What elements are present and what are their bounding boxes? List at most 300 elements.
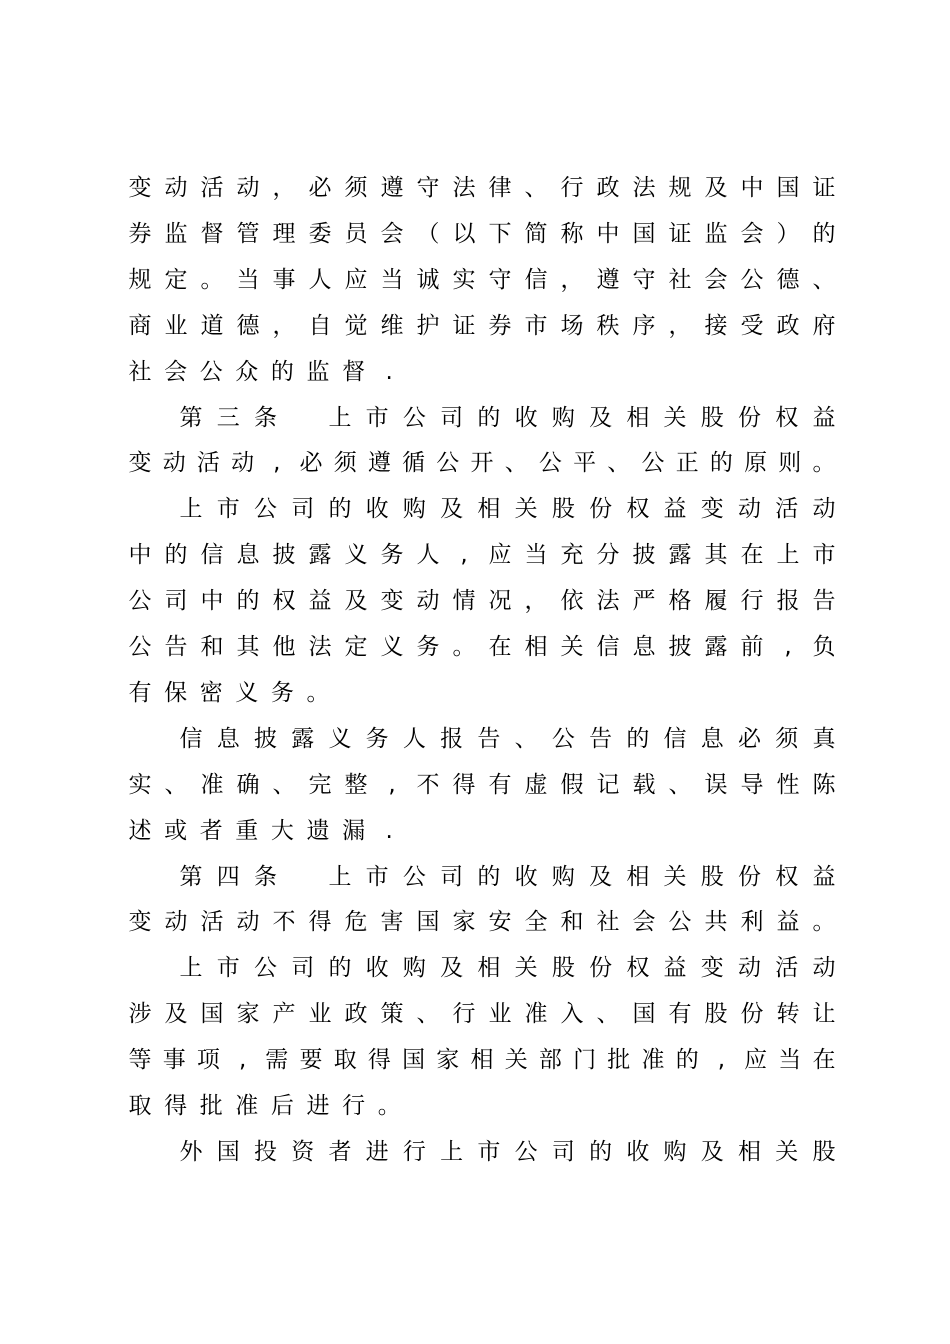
text-glyph: 披 — [668, 634, 692, 660]
text-glyph: 息 — [216, 725, 240, 752]
text-glyph: 的 — [477, 404, 501, 431]
text-glyph: 、 — [596, 1001, 620, 1028]
text-glyph: 监 — [306, 358, 330, 385]
text-glyph: 动 — [164, 909, 188, 936]
text-glyph: 关 — [663, 404, 687, 431]
text-glyph: 司 — [440, 404, 464, 431]
text-glyph: ， — [272, 312, 296, 339]
text-glyph: 及 — [589, 404, 613, 431]
text-glyph: 公 — [538, 450, 562, 477]
text-line — [0, 581, 950, 621]
text-glyph: 得 — [367, 1047, 391, 1074]
text-glyph: 市 — [365, 863, 389, 890]
text-glyph: 和 — [200, 634, 224, 660]
text-glyph: 策 — [380, 1001, 404, 1028]
text-glyph: 的 — [328, 496, 352, 523]
text-glyph: 格 — [668, 588, 692, 615]
text-glyph: 收 — [514, 404, 538, 431]
text-glyph: 行 — [402, 1138, 426, 1165]
text-glyph: 家 — [452, 909, 476, 936]
text-glyph: 权 — [272, 588, 296, 615]
text-glyph: 相 — [626, 863, 650, 890]
text-line — [0, 443, 950, 483]
text-glyph: 秩 — [596, 312, 620, 339]
text-glyph: 转 — [776, 1001, 800, 1028]
text-glyph: 市 — [216, 955, 240, 982]
text-glyph: 业 — [308, 1001, 332, 1028]
text-glyph: 、 — [514, 725, 538, 752]
text-glyph: 诚 — [416, 266, 440, 293]
text-glyph: 国 — [632, 220, 656, 247]
text-glyph: 。 — [377, 1093, 401, 1119]
text-glyph: 准 — [524, 1001, 548, 1028]
text-glyph: 人 — [308, 266, 332, 293]
text-glyph: 社 — [128, 358, 152, 385]
text-glyph: 市 — [477, 1138, 501, 1165]
text-glyph: 社 — [596, 909, 620, 936]
text-glyph: 公 — [128, 634, 152, 660]
text-glyph: 动 — [164, 175, 188, 201]
text-glyph: 的 — [236, 588, 260, 615]
text-glyph: 上 — [440, 1138, 464, 1165]
text-glyph: 遵 — [380, 175, 404, 201]
text-glyph: 权 — [626, 496, 650, 523]
text-glyph: 进 — [365, 1138, 389, 1165]
text-glyph: 益 — [663, 496, 687, 523]
text-glyph: 第 — [179, 863, 203, 890]
text-glyph: 共 — [704, 909, 728, 936]
text-glyph: 义 — [328, 725, 352, 752]
text-glyph: 不 — [416, 771, 440, 798]
text-glyph: 必 — [738, 725, 762, 752]
text-glyph: 商 — [128, 312, 152, 339]
text-glyph: 法 — [452, 175, 476, 201]
text-glyph: 、 — [416, 1001, 440, 1028]
text-glyph: 动 — [812, 955, 836, 982]
text-glyph: 下 — [488, 220, 512, 247]
text-glyph: 动 — [162, 450, 186, 477]
text-glyph: 其 — [704, 542, 728, 569]
text-glyph: 准 — [641, 1047, 665, 1074]
text-glyph: 德 — [236, 312, 260, 339]
text-glyph: 国 — [632, 1001, 656, 1028]
text-glyph: 动 — [812, 496, 836, 523]
text-line — [0, 811, 950, 851]
text-glyph: 告 — [812, 588, 836, 615]
text-glyph: 自 — [308, 312, 332, 339]
text-glyph: 相 — [524, 634, 548, 660]
text-glyph: 完 — [308, 771, 332, 798]
text-glyph: 证 — [812, 175, 836, 201]
text-glyph: 国 — [402, 1047, 426, 1074]
text-glyph: 息 — [700, 725, 724, 752]
text-glyph: 当 — [778, 1047, 802, 1074]
text-glyph: 及 — [440, 955, 464, 982]
text-glyph: 觉 — [344, 312, 368, 339]
text-glyph: 的 — [270, 358, 294, 385]
text-glyph: 条 — [253, 863, 277, 890]
text-line — [0, 994, 950, 1034]
text-glyph: 务 — [416, 634, 440, 660]
text-glyph: 证 — [452, 312, 476, 339]
text-glyph: . — [385, 358, 393, 385]
text-glyph: 应 — [488, 542, 512, 569]
text-glyph: 遵 — [367, 450, 391, 477]
text-glyph: 三 — [216, 404, 240, 431]
text-glyph: （ — [416, 220, 440, 247]
text-glyph: 在 — [812, 1047, 836, 1074]
text-glyph: 利 — [740, 909, 764, 936]
text-glyph: 需 — [265, 1047, 289, 1074]
text-glyph: 收 — [365, 496, 389, 523]
text-glyph: 德 — [776, 266, 800, 293]
text-glyph: 务 — [380, 542, 404, 569]
text-glyph: 的 — [812, 220, 836, 247]
text-glyph: 中 — [596, 220, 620, 247]
text-glyph: 开 — [470, 450, 494, 477]
text-glyph: 、 — [272, 771, 296, 798]
text-line — [0, 627, 950, 667]
text-glyph: 外 — [179, 1138, 203, 1165]
text-glyph: 家 — [436, 1047, 460, 1074]
text-glyph: 漏 — [342, 817, 366, 844]
text-glyph: 益 — [663, 955, 687, 982]
text-glyph: 券 — [488, 312, 512, 339]
text-glyph: 他 — [272, 634, 296, 660]
text-glyph: 政 — [344, 1001, 368, 1028]
text-glyph: 守 — [488, 266, 512, 293]
text-glyph: 批 — [199, 1093, 223, 1119]
text-glyph: 动 — [231, 450, 255, 477]
text-glyph: 购 — [663, 1138, 687, 1165]
text-glyph: 义 — [235, 679, 259, 706]
text-glyph: 法 — [308, 634, 332, 660]
text-glyph: 公 — [641, 450, 665, 477]
text-glyph: 当 — [236, 266, 260, 293]
text-line — [0, 719, 950, 759]
text-glyph: 公 — [740, 266, 764, 293]
text-glyph: 或 — [164, 817, 188, 844]
text-glyph: 益 — [776, 909, 800, 936]
text-glyph: 入 — [560, 1001, 584, 1028]
text-glyph: 简 — [524, 220, 548, 247]
text-glyph: 关 — [775, 1138, 799, 1165]
text-glyph: 信 — [200, 542, 224, 569]
text-glyph: 业 — [164, 312, 188, 339]
text-glyph: 进 — [306, 1093, 330, 1119]
text-glyph: 等 — [128, 1047, 152, 1074]
text-glyph: 公 — [253, 955, 277, 982]
text-glyph: 须 — [775, 725, 799, 752]
text-glyph: 性 — [776, 771, 800, 798]
text-glyph: 信 — [179, 725, 203, 752]
text-glyph: 有 — [488, 771, 512, 798]
text-glyph: 。 — [306, 679, 330, 706]
text-glyph: 会 — [740, 220, 764, 247]
text-glyph: 及 — [704, 175, 728, 201]
text-glyph: 国 — [776, 175, 800, 201]
text-glyph: , — [238, 1047, 247, 1074]
text-line — [0, 352, 950, 392]
text-glyph: 有 — [128, 679, 152, 706]
text-glyph: 涉 — [128, 1001, 152, 1028]
text-glyph: 关 — [560, 634, 584, 660]
text-glyph: 记 — [596, 771, 620, 798]
text-glyph: ， — [560, 266, 584, 293]
text-line — [0, 857, 950, 897]
text-glyph: 取 — [333, 1047, 357, 1074]
text-line — [0, 765, 950, 805]
text-glyph: 变 — [128, 450, 152, 477]
text-glyph: 活 — [775, 955, 799, 982]
text-glyph: 会 — [632, 909, 656, 936]
text-glyph: 的 — [709, 450, 733, 477]
text-glyph: 循 — [402, 450, 426, 477]
text-glyph: 相 — [477, 496, 501, 523]
text-glyph: 股 — [700, 404, 724, 431]
text-glyph: 应 — [744, 1047, 768, 1074]
text-glyph: , — [717, 1047, 726, 1074]
text-glyph: 当 — [524, 542, 548, 569]
text-glyph: 批 — [607, 1047, 631, 1074]
text-glyph: 道 — [200, 312, 224, 339]
text-glyph: 大 — [270, 817, 294, 844]
text-glyph: 。 — [812, 909, 836, 936]
text-glyph: 收 — [365, 955, 389, 982]
text-glyph: 及 — [589, 863, 613, 890]
text-glyph: 前 — [740, 634, 764, 660]
text-glyph: 守 — [632, 266, 656, 293]
text-glyph: 业 — [488, 1001, 512, 1028]
text-glyph: 披 — [253, 725, 277, 752]
text-glyph: 取 — [128, 1093, 152, 1119]
text-glyph: 动 — [416, 588, 440, 615]
text-glyph: 证 — [668, 220, 692, 247]
text-glyph: 人 — [416, 542, 440, 569]
text-glyph — [288, 398, 318, 438]
text-line — [0, 535, 950, 575]
text-glyph: ） — [776, 220, 800, 247]
text-glyph — [288, 857, 318, 897]
text-glyph: 应 — [344, 266, 368, 293]
text-glyph: 、 — [607, 450, 631, 477]
text-glyph: 的 — [477, 863, 501, 890]
text-glyph: 息 — [236, 542, 260, 569]
text-glyph: 社 — [668, 266, 692, 293]
text-glyph: 关 — [514, 496, 538, 523]
text-glyph: 会 — [164, 358, 188, 385]
text-glyph: 义 — [380, 634, 404, 660]
text-glyph: 务 — [365, 725, 389, 752]
text-line — [0, 948, 950, 988]
text-glyph: 会 — [380, 220, 404, 247]
text-glyph: 的 — [164, 542, 188, 569]
text-line — [0, 902, 950, 942]
text-glyph: 动 — [738, 496, 762, 523]
text-glyph: 其 — [236, 634, 260, 660]
text-glyph: 则 — [778, 450, 802, 477]
text-glyph: 守 — [416, 175, 440, 201]
text-glyph: 司 — [164, 588, 188, 615]
text-glyph: 披 — [632, 542, 656, 569]
text-glyph: 序 — [632, 312, 656, 339]
text-glyph: 的 — [589, 1138, 613, 1165]
text-glyph: 公 — [551, 725, 575, 752]
text-glyph: 规 — [668, 175, 692, 201]
text-glyph: ， — [272, 175, 296, 201]
text-glyph: 接 — [704, 312, 728, 339]
text-glyph: 份 — [740, 1001, 764, 1028]
text-glyph: 上 — [179, 955, 203, 982]
text-glyph: 和 — [560, 909, 584, 936]
text-glyph: 门 — [573, 1047, 597, 1074]
text-glyph: 公 — [253, 496, 277, 523]
text-glyph: 收 — [626, 1138, 650, 1165]
text-glyph: 得 — [164, 1093, 188, 1119]
text-glyph: 正 — [675, 450, 699, 477]
text-glyph: 行 — [342, 1093, 366, 1119]
text-glyph: 危 — [344, 909, 368, 936]
text-glyph: 述 — [128, 817, 152, 844]
text-glyph: 以 — [452, 220, 476, 247]
text-glyph: 府 — [812, 312, 836, 339]
text-glyph: 管 — [236, 220, 260, 247]
text-glyph: 券 — [128, 220, 152, 247]
text-line — [0, 1132, 950, 1172]
text-glyph: 露 — [308, 542, 332, 569]
text-glyph: 活 — [200, 909, 224, 936]
text-glyph: 事 — [272, 266, 296, 293]
text-line — [0, 306, 950, 346]
text-glyph: 称 — [560, 220, 584, 247]
text-glyph: 后 — [270, 1093, 294, 1119]
text-glyph: 中 — [740, 175, 764, 201]
text-glyph: 规 — [128, 266, 152, 293]
text-glyph: 资 — [291, 1138, 315, 1165]
text-glyph: , — [273, 450, 281, 477]
text-glyph: 四 — [216, 863, 240, 890]
text-glyph: 产 — [272, 1001, 296, 1028]
text-glyph: 假 — [560, 771, 584, 798]
text-glyph: 露 — [668, 542, 692, 569]
text-glyph: 份 — [738, 863, 762, 890]
text-glyph: 者 — [328, 1138, 352, 1165]
text-glyph: 律 — [488, 175, 512, 201]
text-glyph: 准 — [235, 1093, 259, 1119]
text-glyph: 动 — [236, 175, 260, 201]
text-glyph: 司 — [291, 496, 315, 523]
text-glyph: 露 — [291, 725, 315, 752]
text-glyph: 相 — [477, 955, 501, 982]
text-line — [0, 1040, 950, 1080]
text-glyph: 市 — [365, 404, 389, 431]
text-glyph: 国 — [200, 1001, 224, 1028]
text-glyph: 、 — [524, 175, 548, 201]
text-glyph: 公 — [128, 588, 152, 615]
text-glyph: 遗 — [306, 817, 330, 844]
text-glyph: 相 — [738, 1138, 762, 1165]
text-glyph: 确 — [236, 771, 260, 798]
text-glyph: 公 — [436, 450, 460, 477]
text-glyph: 份 — [738, 404, 762, 431]
text-glyph: 准 — [200, 771, 224, 798]
text-glyph: 信 — [524, 266, 548, 293]
text-glyph: 义 — [344, 542, 368, 569]
text-glyph: 市 — [524, 312, 548, 339]
text-glyph: 购 — [402, 955, 426, 982]
text-glyph: 在 — [488, 634, 512, 660]
text-glyph: 关 — [514, 955, 538, 982]
text-glyph: 理 — [272, 220, 296, 247]
text-glyph: 。 — [812, 450, 836, 477]
text-glyph: 上 — [328, 863, 352, 890]
text-glyph: 上 — [179, 496, 203, 523]
text-glyph: 督 — [200, 220, 224, 247]
text-glyph: 当 — [380, 266, 404, 293]
text-glyph: 国 — [416, 909, 440, 936]
text-glyph: 项 — [196, 1047, 220, 1074]
text-glyph: 市 — [812, 542, 836, 569]
text-glyph: 变 — [380, 588, 404, 615]
text-glyph: 监 — [164, 220, 188, 247]
text-glyph: 部 — [538, 1047, 562, 1074]
text-glyph: 原 — [744, 450, 768, 477]
text-glyph: 、 — [668, 771, 692, 798]
text-glyph: 及 — [700, 1138, 724, 1165]
text-glyph: 须 — [344, 175, 368, 201]
text-line — [0, 489, 950, 529]
text-glyph: 、 — [504, 450, 528, 477]
text-glyph: 披 — [272, 542, 296, 569]
text-glyph: 须 — [333, 450, 357, 477]
text-glyph: 动 — [236, 909, 260, 936]
text-line — [0, 168, 950, 208]
text-glyph: 必 — [299, 450, 323, 477]
text-glyph: , — [388, 771, 396, 798]
text-glyph: 相 — [626, 404, 650, 431]
text-glyph: 条 — [253, 404, 277, 431]
text-glyph: 安 — [488, 909, 512, 936]
text-glyph: 息 — [632, 634, 656, 660]
text-glyph: 的 — [626, 725, 650, 752]
text-glyph: 的 — [328, 955, 352, 982]
text-glyph: 变 — [700, 496, 724, 523]
text-glyph: 载 — [632, 771, 656, 798]
text-glyph: 份 — [589, 496, 613, 523]
text-glyph: 全 — [524, 909, 548, 936]
text-glyph: 股 — [551, 955, 575, 982]
text-glyph: 重 — [235, 817, 259, 844]
text-glyph: 众 — [235, 358, 259, 385]
text-glyph: 法 — [596, 588, 620, 615]
text-glyph: 依 — [560, 588, 584, 615]
text-glyph: 家 — [236, 1001, 260, 1028]
text-glyph: 陈 — [812, 771, 836, 798]
text-glyph: 遵 — [596, 266, 620, 293]
text-glyph: 股 — [551, 496, 575, 523]
text-glyph: 在 — [740, 542, 764, 569]
text-glyph: 的 — [675, 1047, 699, 1074]
text-glyph: 变 — [700, 955, 724, 982]
text-glyph: 报 — [440, 725, 464, 752]
text-glyph: 及 — [440, 496, 464, 523]
text-glyph: 告 — [477, 725, 501, 752]
text-glyph: 委 — [308, 220, 332, 247]
text-glyph: 告 — [589, 725, 613, 752]
text-glyph: 导 — [740, 771, 764, 798]
text-glyph: 购 — [551, 863, 575, 890]
text-glyph: 、 — [812, 266, 836, 293]
